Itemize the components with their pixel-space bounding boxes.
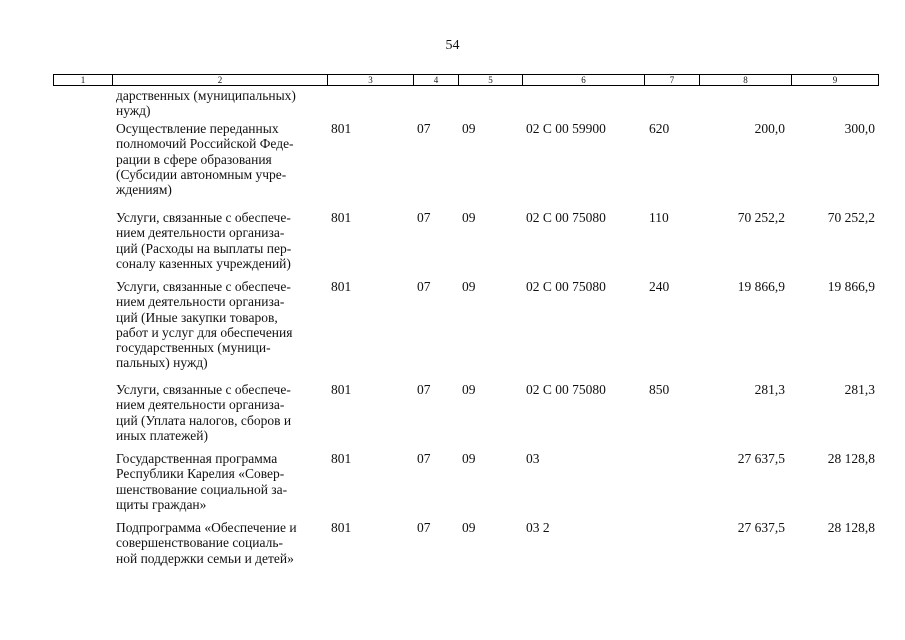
item-name-line: шенствование социальной за- xyxy=(116,481,288,497)
expense-type-code: 110 xyxy=(649,210,669,225)
expense-type-code: 850 xyxy=(649,382,670,397)
amount-year-1: 27 637,5 xyxy=(737,451,785,466)
amount-year-2: 19 866,9 xyxy=(827,279,875,294)
subsection-code: 09 xyxy=(462,279,476,294)
item-name-line: нужд) xyxy=(116,103,151,119)
amount-year-2: 300,0 xyxy=(844,121,875,136)
item-name-line: Государственная программа xyxy=(116,451,278,466)
item-name-line: Услуги, связанные с обеспече- xyxy=(116,382,291,397)
target-article-code: 02 С 00 75080 xyxy=(526,210,606,225)
item-name xyxy=(116,121,330,197)
ved-code: 801 xyxy=(331,279,352,294)
section-code: 07 xyxy=(417,451,431,466)
item-name-line: нием деятельности организа- xyxy=(116,294,285,310)
column-header-8: 8 xyxy=(699,75,791,85)
item-name-line: пальных) нужд) xyxy=(116,355,208,371)
column-header-2: 2 xyxy=(112,75,327,85)
amount-year-1: 19 866,9 xyxy=(737,279,785,294)
item-name-line: Услуги, связанные с обеспече- xyxy=(116,279,291,294)
table-header xyxy=(53,74,879,86)
amount-year-1: 200,0 xyxy=(754,121,785,136)
amount-year-1: 281,3 xyxy=(754,382,785,397)
ved-code: 801 xyxy=(331,121,352,136)
subsection-code: 09 xyxy=(462,520,476,535)
ved-code: 801 xyxy=(331,382,352,397)
item-name-line: ций (Уплата налогов, сборов и xyxy=(116,412,292,428)
target-article-code: 03 xyxy=(526,451,540,466)
item-name xyxy=(116,210,330,271)
column-header-7: 7 xyxy=(644,75,699,85)
amount-year-1: 27 637,5 xyxy=(737,520,785,535)
target-article-code: 03 2 xyxy=(526,520,550,535)
target-article-code: 02 С 00 75080 xyxy=(526,382,606,397)
item-name-line: ной поддержки семьи и детей» xyxy=(116,550,294,566)
amount-year-2: 28 128,8 xyxy=(827,451,875,466)
ved-code: 801 xyxy=(331,520,352,535)
item-name xyxy=(116,279,330,371)
amount-year-2: 28 128,8 xyxy=(827,520,875,535)
subsection-code: 09 xyxy=(462,451,476,466)
item-name xyxy=(116,520,330,566)
amount-year-2: 70 252,2 xyxy=(827,210,875,225)
item-name-line: соналу казенных учреждений) xyxy=(116,255,291,271)
item-name-line: нием деятельности организа- xyxy=(116,397,285,413)
column-header-6: 6 xyxy=(522,75,644,85)
item-name-line: Республики Карелия «Совер- xyxy=(116,466,285,482)
subsection-code: 09 xyxy=(462,210,476,225)
item-name-line: Осуществление переданных xyxy=(116,121,279,136)
column-header-9: 9 xyxy=(791,75,878,85)
page-number: 54 xyxy=(445,38,460,53)
item-name-line: рации в сфере образования xyxy=(116,151,272,167)
item-name-line: ций (Расходы на выплаты пер- xyxy=(116,240,292,256)
item-name-line: нием деятельности организа- xyxy=(116,225,285,241)
item-name xyxy=(116,382,330,443)
column-header-1: 1 xyxy=(80,75,86,85)
expense-type-code: 240 xyxy=(649,279,670,294)
amount-year-1: 70 252,2 xyxy=(737,210,785,225)
subsection-code: 09 xyxy=(462,382,476,397)
ved-code: 801 xyxy=(331,210,352,225)
item-name-line: ций (Иные закупки товаров, xyxy=(116,309,278,325)
section-code: 07 xyxy=(417,121,431,136)
column-header-5: 5 xyxy=(458,75,522,85)
target-article-code: 02 С 00 59900 xyxy=(526,121,606,136)
section-code: 07 xyxy=(417,210,431,225)
item-name-line: Услуги, связанные с обеспече- xyxy=(116,210,291,225)
expense-type-code: 620 xyxy=(649,121,670,136)
column-header-3: 3 xyxy=(327,75,413,85)
item-name-line: иных платежей) xyxy=(116,427,209,443)
column-header-4: 4 xyxy=(413,75,458,85)
item-name-line: совершенствование социаль- xyxy=(116,535,284,551)
item-name-line: полномочий Российской Феде- xyxy=(116,136,294,152)
item-name xyxy=(116,451,330,512)
ved-code: 801 xyxy=(331,451,352,466)
amount-year-2: 281,3 xyxy=(844,382,875,397)
item-name-line: дарственных (муниципальных) xyxy=(116,88,296,103)
section-code: 07 xyxy=(417,382,431,397)
item-name-line: щиты граждан» xyxy=(116,496,207,512)
subsection-code: 09 xyxy=(462,121,476,136)
section-code: 07 xyxy=(417,279,431,294)
section-code: 07 xyxy=(417,520,431,535)
item-name-line: государственных (муници- xyxy=(116,340,271,356)
item-name-line: (Субсидии автономным учре- xyxy=(116,166,287,182)
item-name-line: ждениям) xyxy=(116,182,172,198)
item-name-line: работ и услуг для обеспечения xyxy=(116,324,293,340)
item-name-line: Подпрограмма «Обеспечение и xyxy=(116,520,297,535)
target-article-code: 02 С 00 75080 xyxy=(526,279,606,294)
item-name xyxy=(116,88,330,119)
